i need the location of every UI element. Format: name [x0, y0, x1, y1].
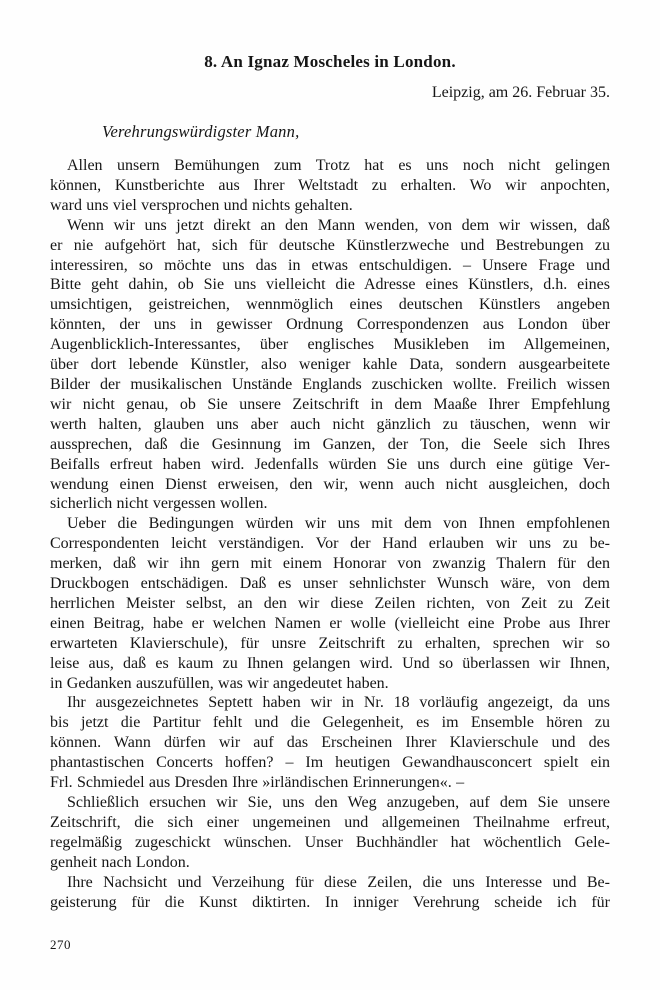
- text-line: Beifalls erfreut haben wird. Jedenfalls würden Sie uns durch eine gütige Ver-: [50, 455, 610, 473]
- text-line: sicherlich nicht vergessen wollen.: [50, 495, 268, 513]
- text-line: ward uns viel versprochen und nichts gehalten.: [50, 196, 353, 214]
- text-line: Augenblicklich-Interessantes, über englisches Musikleben im Allgemeinen,: [50, 336, 610, 354]
- text-line: Ueber die Bedingungen würden wir uns mit dem von Ihnen empfohlenen: [67, 515, 610, 533]
- text-line: können, Kunstberichte aus Ihrer Weltstadt zu erhalten. Wo wir anpochten,: [50, 176, 610, 194]
- text-line: interessiren, so möchte uns das in etwas entschuldigen. – Unsere Frage und: [50, 256, 610, 274]
- text-line: wendung einen Dienst erweisen, den wir, wenn auch nicht ausgleichen, doch: [50, 475, 610, 493]
- text-line: Ihr ausgezeichnetes Septett haben wir in Nr. 18 vorläufig angezeigt, da uns: [67, 694, 610, 712]
- text-line: Bitte geht dahin, ob Sie uns vielleicht die Adresse eines Künstlers, d.h. eines: [50, 276, 610, 294]
- text-line: können. Wann dürfen wir auf das Erscheinen Ihrer Klavierschule und des: [50, 734, 610, 752]
- text-line: Correspondenten leicht verständigen. Vor der Hand erlauben wir uns zu be-: [50, 535, 610, 553]
- text-line: wir nicht genau, ob Sie unsere Zeitschrift in dem Maaße Ihrer Empfehlung: [50, 395, 610, 413]
- text-line: könnten, der uns in gewisser Ordnung Correspondenzen aus London über: [50, 316, 610, 334]
- paragraph: [50, 693, 610, 793]
- text-line: einen Beitrag, habe er welchen Namen er wolle (vielleicht eine Probe aus Ihrer: [50, 614, 610, 632]
- letter-body: [50, 156, 610, 912]
- text-line: herrlichen Meister selbst, an den wir diese Zeilen richten, von Zeit zu Zeit: [50, 594, 610, 612]
- text-line: Zeitschrift, die sich einer ungemeinen und allgemeinen Theilnahme erfreut,: [50, 813, 610, 831]
- text-line: regelmäßig zugeschickt wünschen. Unser Buchhändler hat wöchentlich Gele-: [50, 833, 610, 851]
- text-line: Druckbogen entschädigen. Daß es unser sehnlichster Wunsch wäre, von dem: [50, 575, 610, 593]
- text-line: umsichtigen, geistreichen, wennmöglich eines deutschen Künstlers angeben: [50, 296, 610, 314]
- letter-heading: 8. An Ignaz Moscheles in London.: [204, 52, 456, 71]
- paragraph: [50, 873, 610, 913]
- text-line: Schließlich ersuchen wir Sie, uns den Weg anzugeben, auf dem Sie unsere: [67, 794, 610, 811]
- text-line: über dort lebende Künstler, also weniger kahle Data, sondern ausgearbeitete: [50, 356, 610, 374]
- salutation: Verehrungswürdigster Mann,: [102, 122, 300, 141]
- dateline: Leipzig, am 26. Februar 35.: [431, 84, 610, 101]
- text-line: Wenn wir uns jetzt direkt an den Mann wenden, von dem wir wissen, daß: [67, 216, 610, 234]
- text-line: Ihre Nachsicht und Verzeihung für diese Zeilen, die uns Interesse und Be-: [67, 873, 610, 891]
- text-line: er nie aufgehört hat, sich für deutsche Künstlerzweche und Bestrebungen zu: [50, 236, 610, 254]
- text-line: Frl. Schmiedel aus Dresden Ihre »irländischen Erinnerungen«. –: [50, 774, 465, 792]
- text-line: werth halten, glauben uns aber auch nicht gänzlich zu täuschen, wenn wir: [50, 415, 610, 433]
- text-line: in Gedanken auszufüllen, was wir angedeutet haben.: [50, 674, 389, 692]
- paragraph: [50, 793, 610, 873]
- text-line: erwarteten Klavierschule), für unsre Zeitschrift zu erhalten, sprechen wir so: [50, 634, 610, 652]
- text-line: geisterung für die Kunst diktirten. In inniger Verehrung scheide ich für: [50, 893, 610, 911]
- text-line: merken, daß wir ihn gern mit einem Honorar von zwanzig Thalern für den: [50, 555, 610, 573]
- paragraph: [50, 216, 610, 515]
- text-line: bis jetzt die Partitur fehlt und die Gelegenheit, es im Ensemble hören zu: [50, 714, 610, 732]
- paragraph: [50, 514, 610, 693]
- text-line: genheit nach London.: [50, 853, 190, 871]
- page-number: 270: [50, 937, 71, 952]
- text-line: Bilder der musikalischen Unstände Englands zuschicken wollte. Freilich wissen: [50, 375, 610, 393]
- text-line: phantastischen Concerts hoffen? – Im heutigen Gewandhausconcert spielt ein: [50, 754, 610, 772]
- text-line: aussprechen, daß die Gesinnung im Ganzen, der Ton, die Seele sich Ihres: [50, 435, 610, 453]
- paragraph: [50, 156, 610, 216]
- text-line: Allen unsern Bemühungen zum Trotz hat es uns noch nicht gelingen: [67, 157, 610, 174]
- text-line: leise aus, daß es kaum zu Ihnen gelangen wird. Und so überlassen wir Ihnen,: [50, 654, 610, 672]
